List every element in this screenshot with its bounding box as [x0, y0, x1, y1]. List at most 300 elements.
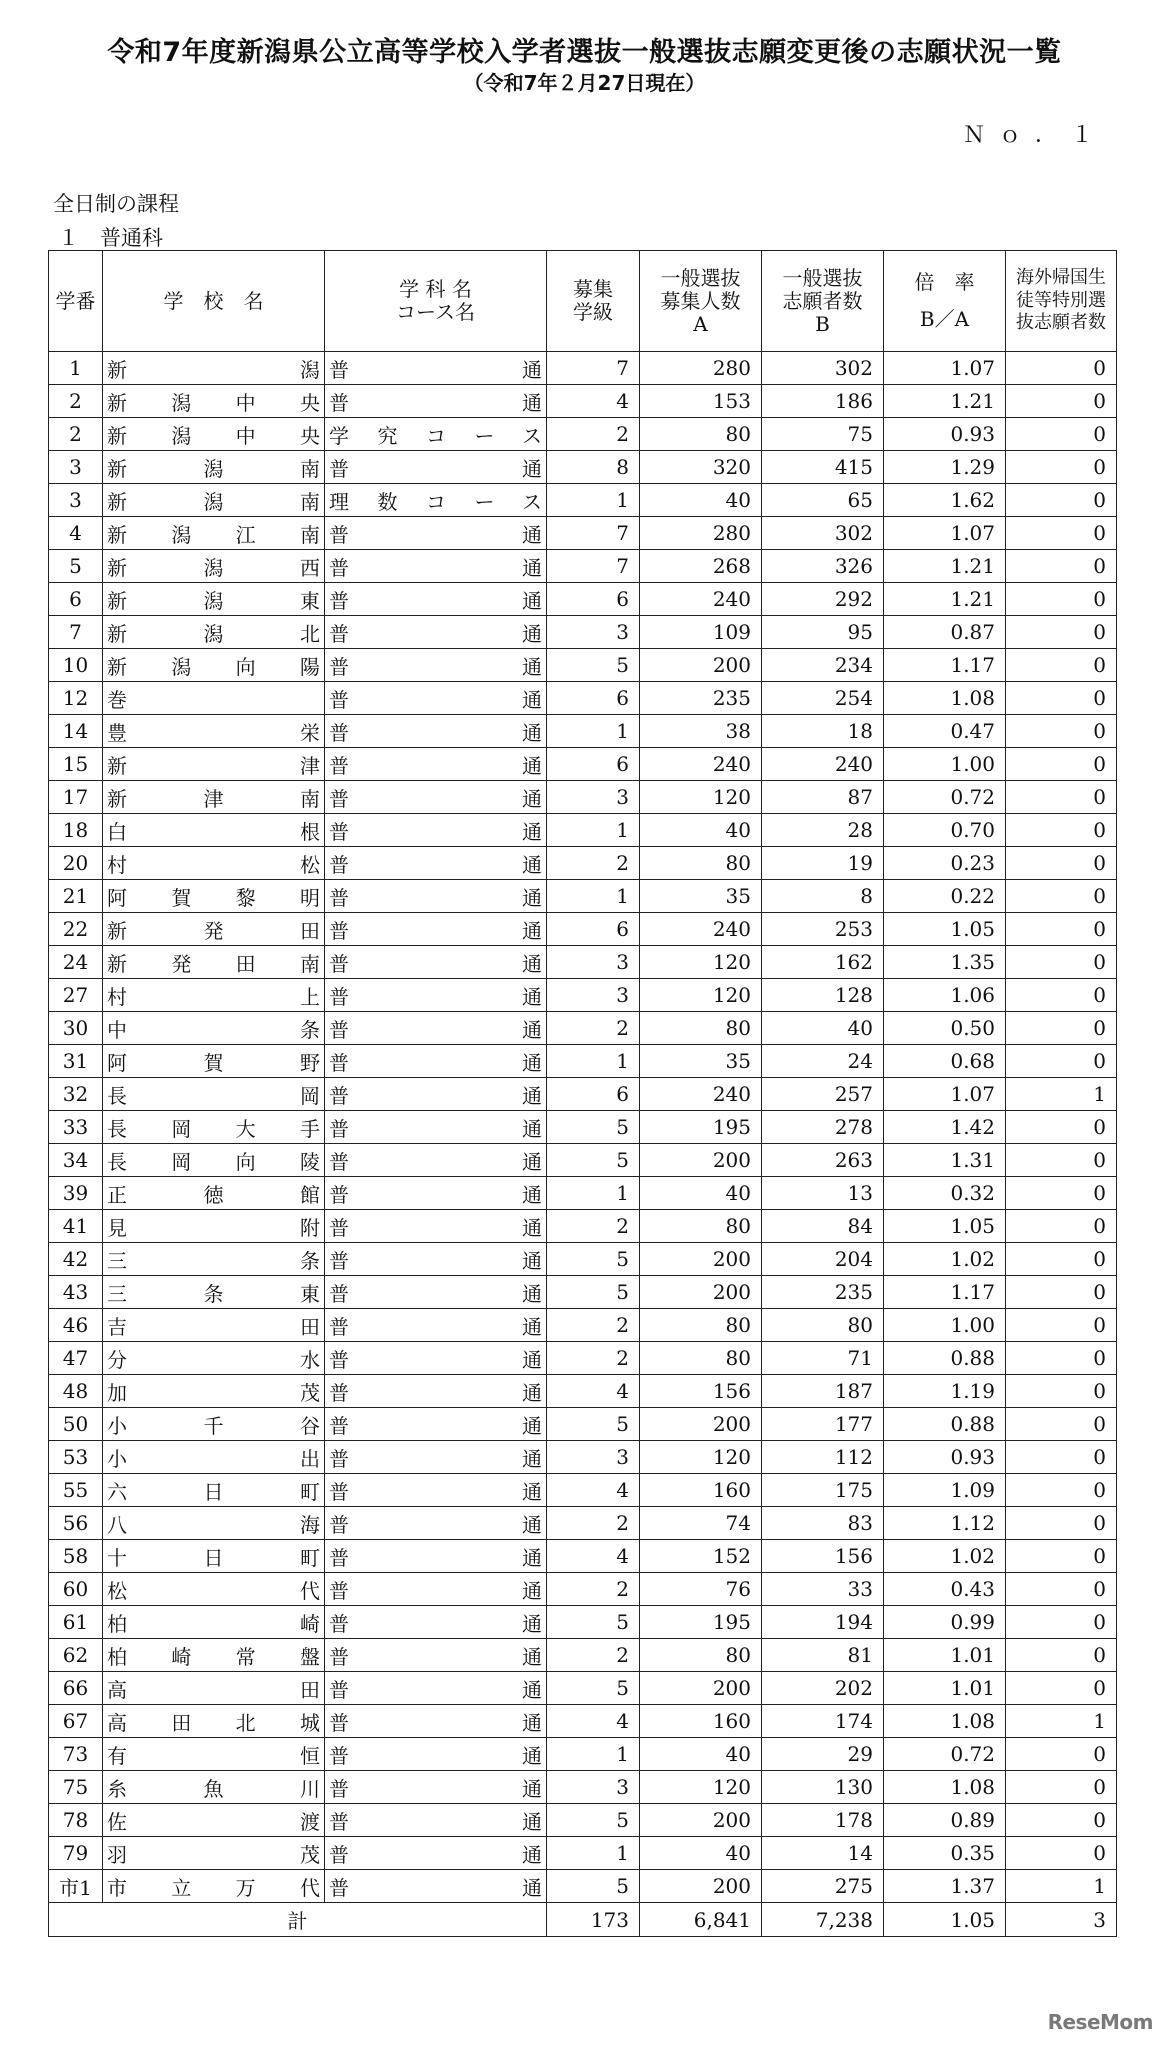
ratio-value: 1.12	[884, 1507, 1006, 1540]
table-row	[49, 484, 1117, 517]
capacity-count: 80	[640, 1210, 762, 1243]
table-row	[49, 1012, 1117, 1045]
col-capacity-line3: A	[693, 311, 708, 336]
col-capacity-line2: 募集人数	[660, 288, 741, 313]
returnee-count: 0	[1006, 352, 1117, 385]
school-name: 新潟中央	[103, 418, 325, 451]
capacity-count: 35	[640, 880, 762, 913]
table-row	[49, 1639, 1117, 1672]
table-row	[49, 1078, 1117, 1111]
table-row	[49, 1771, 1117, 1804]
classes-count: 1	[547, 715, 640, 748]
applicants-count: 83	[762, 1507, 884, 1540]
subject-name: 普通	[325, 1507, 547, 1540]
subject-name: 学究コース	[325, 418, 547, 451]
ratio-value: 1.35	[884, 946, 1006, 979]
classes-count: 2	[547, 1573, 640, 1606]
school-name: 長岡大手	[103, 1111, 325, 1144]
school-name: 八海	[103, 1507, 325, 1540]
classes-count: 1	[547, 1045, 640, 1078]
table-row	[49, 946, 1117, 979]
school-name: 新潟向陽	[103, 649, 325, 682]
applicants-count: 8	[762, 880, 884, 913]
applicants-count: 326	[762, 550, 884, 583]
table-row	[49, 616, 1117, 649]
capacity-count: 80	[640, 1309, 762, 1342]
ratio-value: 0.23	[884, 847, 1006, 880]
school-id: 市1	[49, 1870, 103, 1903]
ratio-value: 0.43	[884, 1573, 1006, 1606]
school-name: 吉田	[103, 1309, 325, 1342]
table-row	[49, 1111, 1117, 1144]
subject-name: 普通	[325, 715, 547, 748]
school-name: 新潟西	[103, 550, 325, 583]
classes-count: 5	[547, 1870, 640, 1903]
returnee-count: 0	[1006, 1177, 1117, 1210]
subject-name: 普通	[325, 814, 547, 847]
school-id: 55	[49, 1474, 103, 1507]
school-id: 58	[49, 1540, 103, 1573]
ratio-value: 1.07	[884, 352, 1006, 385]
capacity-count: 200	[640, 1144, 762, 1177]
subject-name: 普通	[325, 946, 547, 979]
ratio-value: 1.05	[884, 1210, 1006, 1243]
capacity-count: 195	[640, 1606, 762, 1639]
table-row	[49, 1375, 1117, 1408]
applicants-count: 95	[762, 616, 884, 649]
table-row	[49, 649, 1117, 682]
classes-count: 4	[547, 1540, 640, 1573]
col-returnee-line1: 海外帰国生	[1016, 267, 1106, 289]
applicants-count: 278	[762, 1111, 884, 1144]
school-id: 1	[49, 352, 103, 385]
table-row	[49, 1243, 1117, 1276]
applicants-count: 13	[762, 1177, 884, 1210]
classes-count: 3	[547, 616, 640, 649]
applicants-count: 162	[762, 946, 884, 979]
applicants-count: 128	[762, 979, 884, 1012]
col-capacity-line1: 一般選抜	[660, 265, 741, 290]
applicants-count: 178	[762, 1804, 884, 1837]
classes-count: 5	[547, 1606, 640, 1639]
applicants-count: 202	[762, 1672, 884, 1705]
capacity-count: 240	[640, 748, 762, 781]
classes-count: 5	[547, 1408, 640, 1441]
subject-name: 普通	[325, 1837, 547, 1870]
capacity-count: 80	[640, 1342, 762, 1375]
applicants-count: 33	[762, 1573, 884, 1606]
school-name: 村上	[103, 979, 325, 1012]
total-ratio: 1.05	[884, 1903, 1006, 1937]
school-name: 正徳館	[103, 1177, 325, 1210]
applicants-count: 292	[762, 583, 884, 616]
returnee-count: 0	[1006, 418, 1117, 451]
table-row	[49, 1342, 1117, 1375]
applicants-count: 275	[762, 1870, 884, 1903]
school-id: 46	[49, 1309, 103, 1342]
table-row	[49, 913, 1117, 946]
school-name: 豊栄	[103, 715, 325, 748]
returnee-count: 1	[1006, 1870, 1117, 1903]
table-row	[49, 418, 1117, 451]
returnee-count: 0	[1006, 1474, 1117, 1507]
classes-count: 8	[547, 451, 640, 484]
applicants-count: 257	[762, 1078, 884, 1111]
applicants-count: 80	[762, 1309, 884, 1342]
subject-name: 普通	[325, 1672, 547, 1705]
school-id: 34	[49, 1144, 103, 1177]
table-row	[49, 1738, 1117, 1771]
total-classes: 173	[547, 1903, 640, 1937]
subject-name: 普通	[325, 748, 547, 781]
col-school-header	[103, 251, 325, 352]
table-row	[49, 715, 1117, 748]
subject-name: 普通	[325, 1870, 547, 1903]
ratio-value: 1.37	[884, 1870, 1006, 1903]
ratio-value: 1.21	[884, 550, 1006, 583]
school-name: 阿賀野	[103, 1045, 325, 1078]
subject-name: 普通	[325, 1639, 547, 1672]
ratio-value: 1.08	[884, 1705, 1006, 1738]
subject-name: 普通	[325, 649, 547, 682]
table-row	[49, 1606, 1117, 1639]
table-row	[49, 814, 1117, 847]
returnee-count: 0	[1006, 616, 1117, 649]
returnee-count: 0	[1006, 385, 1117, 418]
classes-count: 3	[547, 1771, 640, 1804]
returnee-count: 0	[1006, 1276, 1117, 1309]
classes-count: 1	[547, 1837, 640, 1870]
school-id: 12	[49, 682, 103, 715]
col-classes-header	[547, 251, 640, 352]
ratio-value: 0.35	[884, 1837, 1006, 1870]
school-id: 10	[49, 649, 103, 682]
ratio-value: 0.32	[884, 1177, 1006, 1210]
school-name: 糸魚川	[103, 1771, 325, 1804]
ratio-value: 1.31	[884, 1144, 1006, 1177]
school-id: 47	[49, 1342, 103, 1375]
table-row	[49, 1705, 1117, 1738]
returnee-count: 0	[1006, 451, 1117, 484]
school-id: 79	[49, 1837, 103, 1870]
school-name: 松代	[103, 1573, 325, 1606]
school-id: 60	[49, 1573, 103, 1606]
table-body	[49, 352, 1117, 1903]
school-id: 30	[49, 1012, 103, 1045]
subject-name: 普通	[325, 1804, 547, 1837]
ratio-value: 1.01	[884, 1672, 1006, 1705]
course-label: 全日制の課程	[53, 192, 179, 216]
school-id: 32	[49, 1078, 103, 1111]
returnee-count: 0	[1006, 913, 1117, 946]
school-name: 阿賀黎明	[103, 880, 325, 913]
capacity-count: 160	[640, 1474, 762, 1507]
school-name: 六日町	[103, 1474, 325, 1507]
classes-count: 4	[547, 1705, 640, 1738]
document-date: （令和7年２月27日現在）	[463, 71, 706, 95]
capacity-count: 280	[640, 352, 762, 385]
applicants-count: 18	[762, 715, 884, 748]
school-name: 有恒	[103, 1738, 325, 1771]
ratio-value: 1.42	[884, 1111, 1006, 1144]
col-capacity-header	[640, 251, 762, 352]
returnee-count: 0	[1006, 1210, 1117, 1243]
ratio-value: 1.09	[884, 1474, 1006, 1507]
ratio-value: 1.08	[884, 1771, 1006, 1804]
returnee-count: 0	[1006, 715, 1117, 748]
school-id: 17	[49, 781, 103, 814]
returnee-count: 1	[1006, 1078, 1117, 1111]
applicants-count: 253	[762, 913, 884, 946]
subject-name: 普通	[325, 1540, 547, 1573]
school-name: 新潟江南	[103, 517, 325, 550]
capacity-count: 156	[640, 1375, 762, 1408]
subject-name: 普通	[325, 517, 547, 550]
capacity-count: 38	[640, 715, 762, 748]
classes-count: 2	[547, 1012, 640, 1045]
ratio-value: 1.01	[884, 1639, 1006, 1672]
school-id: 43	[49, 1276, 103, 1309]
document-title: 令和7年度新潟県公立高等学校入学者選抜一般選抜志願変更後の志願状況一覧	[107, 37, 1062, 68]
col-id-text: 学番	[55, 288, 96, 313]
applicants-count: 14	[762, 1837, 884, 1870]
capacity-count: 76	[640, 1573, 762, 1606]
subject-name: 普通	[325, 1573, 547, 1606]
subject-name: 普通	[325, 1441, 547, 1474]
subject-name: 普通	[325, 880, 547, 913]
classes-count: 5	[547, 1804, 640, 1837]
applicants-count: 112	[762, 1441, 884, 1474]
capacity-count: 109	[640, 616, 762, 649]
subject-name: 普通	[325, 1012, 547, 1045]
applicants-count: 235	[762, 1276, 884, 1309]
returnee-count: 0	[1006, 1606, 1117, 1639]
ratio-value: 1.21	[884, 583, 1006, 616]
ratio-value: 1.08	[884, 682, 1006, 715]
classes-count: 1	[547, 484, 640, 517]
subject-name: 普通	[325, 847, 547, 880]
capacity-count: 80	[640, 1012, 762, 1045]
subject-name: 普通	[325, 352, 547, 385]
total-applicants: 7,238	[762, 1903, 884, 1937]
capacity-count: 80	[640, 418, 762, 451]
capacity-count: 153	[640, 385, 762, 418]
col-ratio-header	[884, 251, 1006, 352]
school-name: 新潟	[103, 352, 325, 385]
returnee-count: 0	[1006, 1309, 1117, 1342]
table-row	[49, 1408, 1117, 1441]
returnee-count: 0	[1006, 1243, 1117, 1276]
classes-count: 2	[547, 418, 640, 451]
table-row	[49, 979, 1117, 1012]
table-row	[49, 451, 1117, 484]
ratio-value: 1.17	[884, 649, 1006, 682]
returnee-count: 1	[1006, 1705, 1117, 1738]
ratio-value: 0.22	[884, 880, 1006, 913]
returnee-count: 0	[1006, 847, 1117, 880]
school-id: 50	[49, 1408, 103, 1441]
returnee-count: 0	[1006, 1837, 1117, 1870]
col-returnee-header	[1006, 251, 1117, 352]
classes-count: 7	[547, 517, 640, 550]
classes-count: 4	[547, 1474, 640, 1507]
returnee-count: 0	[1006, 1441, 1117, 1474]
applicants-count: 81	[762, 1639, 884, 1672]
ratio-value: 0.68	[884, 1045, 1006, 1078]
school-id: 39	[49, 1177, 103, 1210]
capacity-count: 120	[640, 979, 762, 1012]
school-id: 66	[49, 1672, 103, 1705]
school-name: 高田	[103, 1672, 325, 1705]
subject-name: 普通	[325, 1144, 547, 1177]
table-row	[49, 1210, 1117, 1243]
returnee-count: 0	[1006, 550, 1117, 583]
school-name: 分水	[103, 1342, 325, 1375]
capacity-count: 240	[640, 913, 762, 946]
ratio-value: 1.02	[884, 1540, 1006, 1573]
ratio-value: 0.99	[884, 1606, 1006, 1639]
school-id: 75	[49, 1771, 103, 1804]
applicants-count: 28	[762, 814, 884, 847]
applicants-count: 240	[762, 748, 884, 781]
table-row	[49, 385, 1117, 418]
ratio-value: 0.93	[884, 1441, 1006, 1474]
classes-count: 6	[547, 748, 640, 781]
school-id: 27	[49, 979, 103, 1012]
applicants-count: 156	[762, 1540, 884, 1573]
total-returnee: 3	[1006, 1903, 1117, 1937]
col-subject-header	[325, 251, 547, 352]
subject-name: 普通	[325, 1342, 547, 1375]
school-name: 中条	[103, 1012, 325, 1045]
ratio-value: 1.00	[884, 748, 1006, 781]
school-id: 73	[49, 1738, 103, 1771]
school-name: 村松	[103, 847, 325, 880]
subject-name: 普通	[325, 1045, 547, 1078]
school-id: 48	[49, 1375, 103, 1408]
ratio-value: 0.89	[884, 1804, 1006, 1837]
school-id: 14	[49, 715, 103, 748]
ratio-value: 1.62	[884, 484, 1006, 517]
school-id: 15	[49, 748, 103, 781]
capacity-count: 200	[640, 1870, 762, 1903]
col-applicants-line1: 一般選抜	[782, 265, 863, 290]
school-id: 22	[49, 913, 103, 946]
classes-count: 2	[547, 1210, 640, 1243]
subject-name: 普通	[325, 979, 547, 1012]
classes-count: 2	[547, 847, 640, 880]
subject-name: 普通	[325, 1606, 547, 1639]
returnee-count: 0	[1006, 1573, 1117, 1606]
classes-count: 2	[547, 1639, 640, 1672]
capacity-count: 200	[640, 649, 762, 682]
subject-name: 普通	[325, 1111, 547, 1144]
classes-count: 1	[547, 880, 640, 913]
school-name: 加茂	[103, 1375, 325, 1408]
capacity-count: 40	[640, 1177, 762, 1210]
applicants-count: 254	[762, 682, 884, 715]
applicants-count: 75	[762, 418, 884, 451]
capacity-count: 120	[640, 1441, 762, 1474]
capacity-count: 268	[640, 550, 762, 583]
subject-name: 普通	[325, 1276, 547, 1309]
table-row	[49, 1837, 1117, 1870]
school-name: 柏崎常盤	[103, 1639, 325, 1672]
school-id: 42	[49, 1243, 103, 1276]
table-row	[49, 1804, 1117, 1837]
ratio-value: 1.17	[884, 1276, 1006, 1309]
returnee-count: 0	[1006, 517, 1117, 550]
school-name: 白根	[103, 814, 325, 847]
capacity-count: 160	[640, 1705, 762, 1738]
subject-name: 普通	[325, 583, 547, 616]
ratio-value: 1.07	[884, 1078, 1006, 1111]
ratio-value: 1.21	[884, 385, 1006, 418]
classes-count: 4	[547, 1375, 640, 1408]
returnee-count: 0	[1006, 979, 1117, 1012]
ratio-value: 1.02	[884, 1243, 1006, 1276]
subject-name: 普通	[325, 1771, 547, 1804]
classes-count: 3	[547, 1441, 640, 1474]
returnee-count: 0	[1006, 781, 1117, 814]
table-row	[49, 781, 1117, 814]
classes-count: 2	[547, 1342, 640, 1375]
school-id: 6	[49, 583, 103, 616]
returnee-count: 0	[1006, 484, 1117, 517]
subject-name: 普通	[325, 1309, 547, 1342]
department-label: １ 普通科	[58, 226, 163, 250]
table-row	[49, 1276, 1117, 1309]
classes-count: 2	[547, 1507, 640, 1540]
capacity-count: 200	[640, 1408, 762, 1441]
school-id: 67	[49, 1705, 103, 1738]
table-row	[49, 1177, 1117, 1210]
school-id: 24	[49, 946, 103, 979]
school-name: 巻	[103, 682, 325, 715]
school-name: 新潟南	[103, 451, 325, 484]
returnee-count: 0	[1006, 1507, 1117, 1540]
classes-count: 7	[547, 550, 640, 583]
subject-name: 普通	[325, 1705, 547, 1738]
returnee-count: 0	[1006, 1012, 1117, 1045]
col-ratio-line1: 倍 率	[914, 270, 975, 294]
classes-count: 5	[547, 649, 640, 682]
table-header	[49, 251, 1117, 352]
returnee-count: 0	[1006, 1738, 1117, 1771]
col-applicants-line3: B	[815, 311, 830, 336]
capacity-count: 40	[640, 484, 762, 517]
school-id: 31	[49, 1045, 103, 1078]
school-id: 78	[49, 1804, 103, 1837]
applicants-count: 186	[762, 385, 884, 418]
capacity-count: 200	[640, 1672, 762, 1705]
total-label: 計	[49, 1903, 547, 1937]
subject-name: 理数コース	[325, 484, 547, 517]
returnee-count: 0	[1006, 814, 1117, 847]
table-row	[49, 1045, 1117, 1078]
table-row	[49, 1573, 1117, 1606]
table-row	[49, 1672, 1117, 1705]
applicants-count: 175	[762, 1474, 884, 1507]
school-name: 長岡向陵	[103, 1144, 325, 1177]
classes-count: 6	[547, 913, 640, 946]
capacity-count: 320	[640, 451, 762, 484]
col-school-text: 学 校 名	[163, 288, 264, 313]
school-name: 新潟北	[103, 616, 325, 649]
school-name: 小千谷	[103, 1408, 325, 1441]
table-row	[49, 1507, 1117, 1540]
capacity-count: 80	[640, 1639, 762, 1672]
